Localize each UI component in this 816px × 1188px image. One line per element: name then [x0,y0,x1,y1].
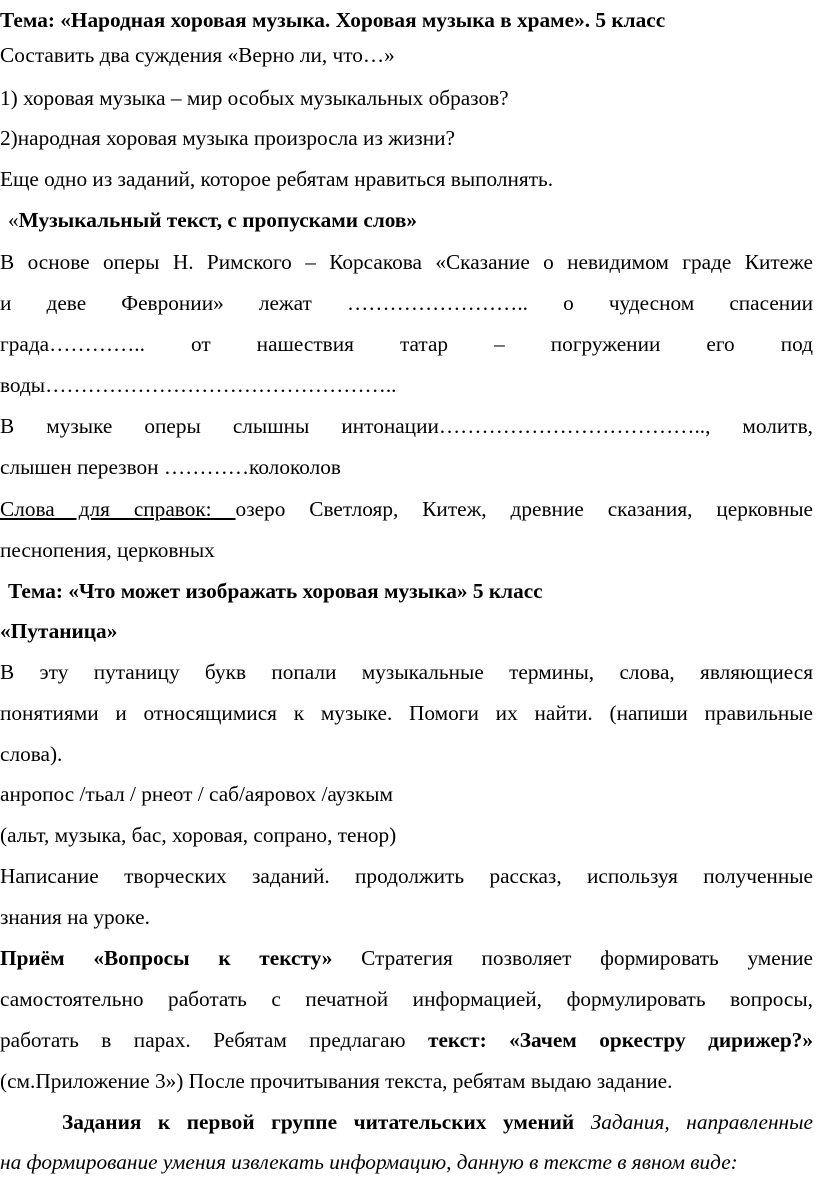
gap-text-heading: «Музыкальный текст, с пропусками слов» [8,208,418,232]
topic-heading-2: Тема: «Что может изображать хоровая музыка» 5 класс [8,579,543,603]
group-tasks-title: Задания к первой группе читательских умений [62,1110,575,1134]
technique-label: Приём «Вопросы к тексту» [0,946,333,970]
puzzle-answers: (альт, музыка, бас, хоровая, сопрано, тенор) [0,823,397,847]
music-paragraph-line-1: В музыке оперы слышны интонации……………………………….., молитв, [0,414,813,438]
group-tasks-line-2: на формирование умения извлекать информацию, данную в тексте в явном виде: [0,1150,738,1174]
task-intro: Составить два суждения «Верно ли, что…» [0,43,395,67]
opera-paragraph-line-2: и деве Февронии» лежат …………………….. о чудесном спасении [0,291,813,315]
question-1: 1) хоровая музыка – мир особых музыкальных образов? [0,86,509,110]
reference-label: Слова для справок: [0,497,236,521]
another-task: Еще одно из заданий, которое ребятам нравиться выполнять. [0,167,554,191]
puzzle-heading: «Путаница» [0,619,118,643]
technique-line-1: Приём «Вопросы к тексту» Стратегия позволяет формировать умение [0,946,813,970]
topic-heading-1: Тема: «Народная хоровая музыка. Хоровая музыка в храме». 5 класс [0,8,666,32]
puzzle-paragraph-line-1: В эту путаницу букв попали музыкальные термины, слова, являющиеся [0,660,813,684]
puzzle-paragraph-line-2: понятиями и относящимися к музыке. Помоги их найти. (напиши правильные [0,701,813,725]
opera-paragraph-line-1: В основе оперы Н. Римского – Корсакова «Сказание о невидимом граде Китеже [0,250,813,274]
music-paragraph-line-2: слышен перезвон …………колоколов [0,455,341,479]
opera-paragraph-line-3: града………….. от нашествия татар – погружении его под [0,332,813,356]
technique-line-3: работать в парах. Ребятам предлагаю текст: «Зачем оркестру дирижер?» [0,1028,813,1052]
scrambled-words: анропос /тьал / рнеот / саб/аяровох /аузкым [0,782,393,806]
puzzle-paragraph-line-3: слова). [0,742,63,766]
technique-line-4: (см.Приложение 3») После прочитывания текста, ребятам выдаю задание. [0,1069,673,1093]
reference-words-line-1: Слова для справок: озеро Светлояр, Китеж, древние сказания, церковные [0,497,813,521]
reference-words-line-2: песнопения, церковных [0,538,215,562]
question-2: 2)народная хоровая музыка произросла из жизни? [0,126,455,150]
opera-paragraph-line-4: воды………………………………………….. [0,373,397,397]
technique-line-2: самостоятельно работать с печатной информацией, формулировать вопросы, [0,987,813,1011]
creative-task-line-1: Написание творческих заданий. продолжить рассказ, используя полученные [0,864,813,888]
group-tasks-line-1: Задания к первой группе читательских умений Задания, направленные [62,1110,813,1134]
creative-task-line-2: знания на уроке. [0,905,150,929]
